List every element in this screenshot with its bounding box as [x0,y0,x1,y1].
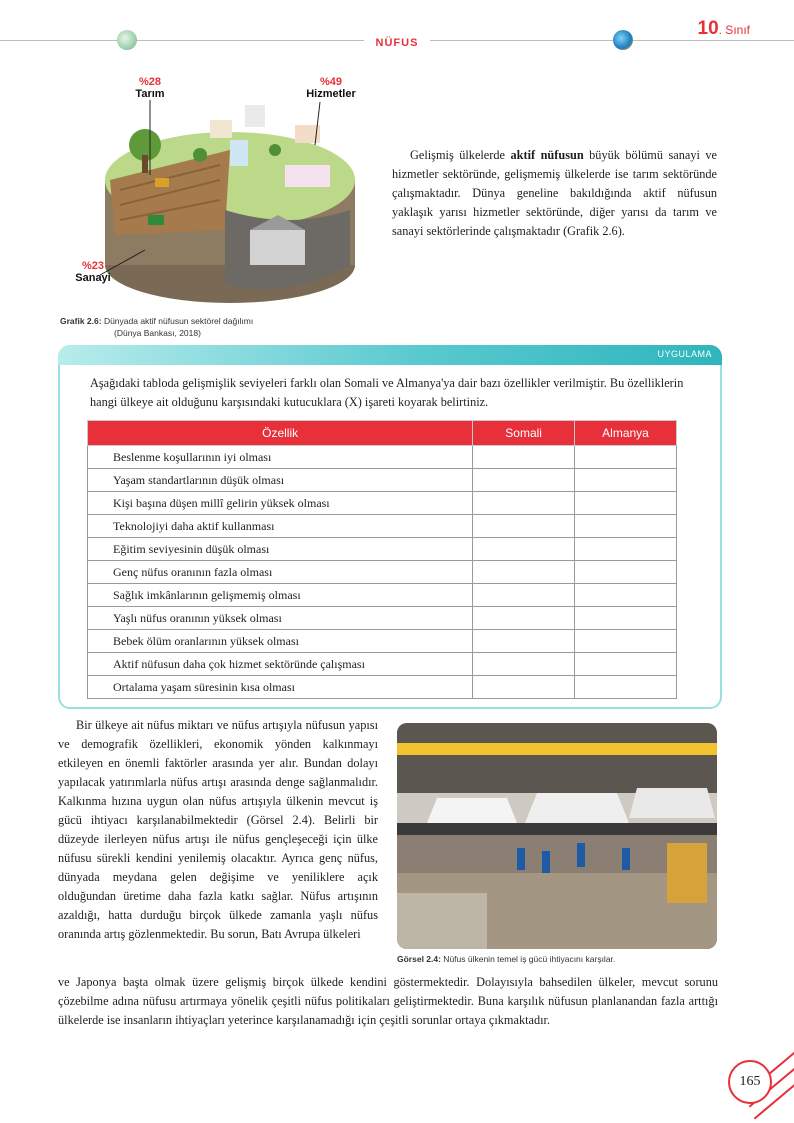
table-row [88,607,677,630]
almanya-checkbox[interactable] [575,653,677,676]
almanya-checkbox[interactable] [575,515,677,538]
infographic-caption: Grafik 2.6: Dünyada aktif nüfusun sektörel dağılımı (Dünya Bankası, 2018) [60,316,254,338]
column-header: Özellik [88,421,473,446]
active-population-paragraph: Gelişmiş ülkelerde aktif nüfusun büyük bölümü sanayi ve hizmetler sektöründe, gelişmemiş ülkelerde ise tarım sektöründe çalışmaktadır. Dünya geneline bakıldığında aktif nüfusun yaklaşık yarısı hizmetler sektöründe, diğer yarısı da tarım ve sanayi sektörlerinde çalışmaktadır (Grafik 2.6). [392,148,717,238]
activity-header-band [58,345,722,365]
table-row [88,561,677,584]
chapter-title: NÜFUS [0,33,794,51]
table-row [88,446,677,469]
almanya-checkbox[interactable] [575,469,677,492]
property-cell: Sağlık imkânlarının gelişmemiş olması [88,584,473,607]
properties-table [87,420,677,699]
table-row [88,538,677,561]
population-growth-paragraph: Bir ülkeye ait nüfus miktarı ve nüfus artışıyla nüfusun yapısı ve demografik özellikleri, ekonomik yönden kalkınmayı etkileyen en önemli faktörler arasında yer alır. Bundan dolayı yapılacak yatırımlarla nüfus artışı arasında denge sağlanmalıdır. Kalkınma hızına uygun olan nüfus artışıyla ülkenin mevcut iş gücü ihtiyacı karşılanabilmektedir (Görsel 2.4). Belirli bir düzeyde ilerleyen nüfus artışı ile nüfus gençleşeceği için ülke nüfusu sürekli kendini yenilemiş olacaktır. Ayrıca genç nüfus, dünyada meydana gelen değişime ve yeniliklere açık olduğundan üretime daha fazla katkı sağlar. Nüfus artışının azaldığı, hatta durduğu birçok ülkede zamanla yaşlı nüfus oranında artış gözlenmektedir. Bu sorun, Batı Avrupa ülkeleri [58,718,378,941]
somali-checkbox[interactable] [473,653,575,676]
property-cell: Yaşam standartlarının düşük olması [88,469,473,492]
somali-checkbox[interactable] [473,630,575,653]
table-row [88,515,677,538]
almanya-checkbox[interactable] [575,538,677,561]
almanya-checkbox[interactable] [575,607,677,630]
activity-label: UYGULAMA [657,349,712,359]
property-cell: Bebek ölüm oranlarının yüksek olması [88,630,473,653]
somali-checkbox[interactable] [473,607,575,630]
globe-icon [117,30,137,50]
property-cell: Ortalama yaşam süresinin kısa olması [88,676,473,699]
activity-instruction: Aşağıdaki tabloda gelişmişlik seviyeleri farklı olan Somali ve Almanya'ya dair bazı özellikler verilmiştir. Bu özelliklerin hangi ülkeye ait olduğunu karşısındaki kutucuklara (X) işareti koyarak belirtiniz. [90,376,684,409]
almanya-checkbox[interactable] [575,584,677,607]
grade-label: 10. Sınıf [697,18,750,39]
somali-checkbox[interactable] [473,584,575,607]
table-row [88,584,677,607]
table-row [88,469,677,492]
infographic-label-sanayi: %23 Sanayi [75,260,111,284]
almanya-checkbox[interactable] [575,630,677,653]
somali-checkbox[interactable] [473,492,575,515]
property-cell: Beslenme koşullarının iyi olması [88,446,473,469]
almanya-checkbox[interactable] [575,561,677,584]
almanya-checkbox[interactable] [575,446,677,469]
globe-icon [613,30,633,50]
property-cell: Genç nüfus oranının fazla olması [88,561,473,584]
somali-checkbox[interactable] [473,515,575,538]
almanya-checkbox[interactable] [575,676,677,699]
almanya-checkbox[interactable] [575,492,677,515]
column-header: Almanya [575,421,677,446]
table-row [88,676,677,699]
table-row [88,492,677,515]
population-policy-paragraph: ve Japonya başta olmak üzere gelişmiş birçok ülkede kendini göstermektedir. Dolayısıyla bahsedilen ülkeler, mevcut sorunu çözebilme adına nüfusu artırmaya yönelik çeşitli nüfus politikaları geliştirmektedir. Buna karşılık nüfusun planlanandan fazla arttığı ülkelerde ise insanların ihtiyaçları yeterince karşılanamadığı için çeşitli sorunlar ortaya çıkmaktadır. [58,975,718,1027]
property-cell: Kişi başına düşen millî gelirin yüksek olması [88,492,473,515]
photo-caption: Görsel 2.4: Nüfus ülkenin temel iş gücü ihtiyacını karşılar. [397,954,616,964]
property-cell: Eğitim seviyesinin düşük olması [88,538,473,561]
somali-checkbox[interactable] [473,538,575,561]
page-number: 165 [728,1060,772,1104]
table-row [88,630,677,653]
infographic-label-tarim: %28 Tarım [135,76,165,100]
property-cell: Teknolojiyi daha aktif kullanması [88,515,473,538]
infographic-label-hizmetler: %49 Hizmetler [306,76,356,100]
somali-checkbox[interactable] [473,561,575,584]
property-cell: Yaşlı nüfus oranının yüksek olması [88,607,473,630]
table-row [88,653,677,676]
somali-checkbox[interactable] [473,469,575,492]
somali-checkbox[interactable] [473,676,575,699]
factory-photo [397,723,717,949]
column-header: Somali [473,421,575,446]
somali-checkbox[interactable] [473,446,575,469]
property-cell: Aktif nüfusun daha çok hizmet sektöründe çalışması [88,653,473,676]
